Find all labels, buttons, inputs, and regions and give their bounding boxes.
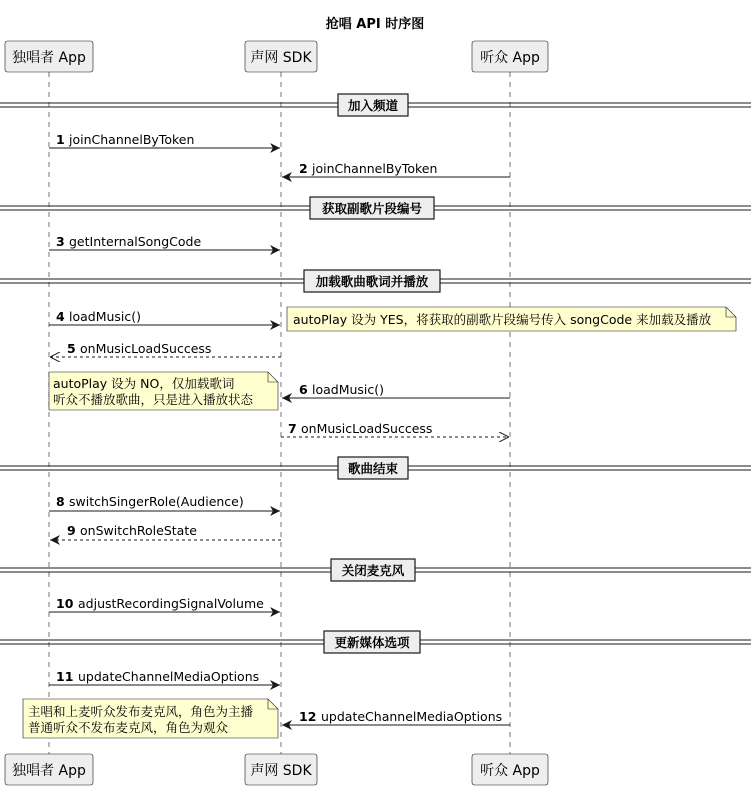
divider-label: 关闭麦克风 xyxy=(341,563,405,578)
message-number: 12 xyxy=(299,709,317,724)
message-label: loadMusic() xyxy=(69,309,142,324)
participant-aud-top xyxy=(472,41,548,72)
participant-aud-bottom xyxy=(472,754,548,785)
participant-label: 听众 App xyxy=(480,763,540,779)
message-number: 7 xyxy=(288,421,297,436)
message-number: 3 xyxy=(56,234,65,249)
message-number: 2 xyxy=(299,161,308,176)
divider-label: 加载歌曲歌词并播放 xyxy=(315,274,429,289)
message-label: loadMusic() xyxy=(312,382,385,397)
note-autoplay-yes xyxy=(287,307,736,331)
message-2 xyxy=(282,161,510,177)
participant-solo-bottom xyxy=(5,754,93,785)
divider-load-music xyxy=(0,270,751,292)
participant-label: 独唱者 App xyxy=(12,50,86,66)
divider-label: 歌曲结束 xyxy=(347,461,399,476)
note-autoplay-no xyxy=(49,372,278,410)
divider-get-song-code xyxy=(0,197,751,219)
message-number: 10 xyxy=(56,596,74,611)
message-label: joinChannelByToken xyxy=(312,161,438,176)
message-number: 1 xyxy=(56,132,65,147)
message-label: onMusicLoadSuccess xyxy=(80,341,212,356)
message-label: joinChannelByToken xyxy=(69,132,195,147)
message-6 xyxy=(282,382,510,398)
divider-close-mic xyxy=(0,559,751,581)
message-label: adjustRecordingSignalVolume xyxy=(78,596,264,611)
note-text: autoPlay 设为 NO，仅加载歌词 xyxy=(53,376,235,391)
participant-label: 听众 App xyxy=(480,50,540,66)
note-text: 主唱和上麦听众发布麦克风，角色为主播 xyxy=(28,704,254,719)
divider-update-media xyxy=(0,631,751,653)
note-text: 听众不播放歌曲，只是进入播放状态 xyxy=(53,392,254,407)
message-label: updateChannelMediaOptions xyxy=(78,669,260,684)
message-3 xyxy=(49,234,280,250)
note-role-publish xyxy=(23,699,278,738)
message-5 xyxy=(50,341,281,357)
participant-sdk-top xyxy=(245,41,317,72)
message-label: switchSingerRole(Audience) xyxy=(69,494,244,509)
message-label: getInternalSongCode xyxy=(69,234,202,249)
participant-label: 声网 SDK xyxy=(250,763,312,779)
note-text: 普通听众不发布麦克风，角色为观众 xyxy=(28,720,229,735)
message-number: 5 xyxy=(67,341,76,356)
participant-sdk-bottom xyxy=(245,754,317,785)
divider-join-channel xyxy=(0,94,751,116)
message-label: onSwitchRoleState xyxy=(80,523,197,538)
message-1 xyxy=(49,132,280,148)
message-number: 6 xyxy=(299,382,308,397)
divider-label: 更新媒体选项 xyxy=(334,635,410,650)
message-11 xyxy=(49,669,280,685)
divider-label: 加入频道 xyxy=(347,98,399,113)
message-number: 4 xyxy=(56,309,65,324)
message-number: 8 xyxy=(56,494,65,509)
message-number: 9 xyxy=(67,523,76,538)
message-4 xyxy=(49,309,280,325)
message-10 xyxy=(49,596,280,612)
message-12 xyxy=(282,709,510,725)
diagram-title: 抢唱 API 时序图 xyxy=(325,17,425,32)
message-7 xyxy=(281,421,509,437)
note-text: autoPlay 设为 YES，将获取的副歌片段编号传入 songCode 来加载及播放 xyxy=(293,312,712,327)
message-number: 11 xyxy=(56,669,74,684)
participant-label: 声网 SDK xyxy=(250,50,312,66)
message-label: updateChannelMediaOptions xyxy=(321,709,503,724)
message-label: onMusicLoadSuccess xyxy=(301,421,433,436)
message-9 xyxy=(50,523,281,540)
message-8 xyxy=(49,494,280,511)
participant-solo-top xyxy=(5,41,93,72)
divider-song-end xyxy=(0,457,751,479)
participant-label: 独唱者 App xyxy=(12,763,86,779)
divider-label: 获取副歌片段编号 xyxy=(321,201,423,216)
